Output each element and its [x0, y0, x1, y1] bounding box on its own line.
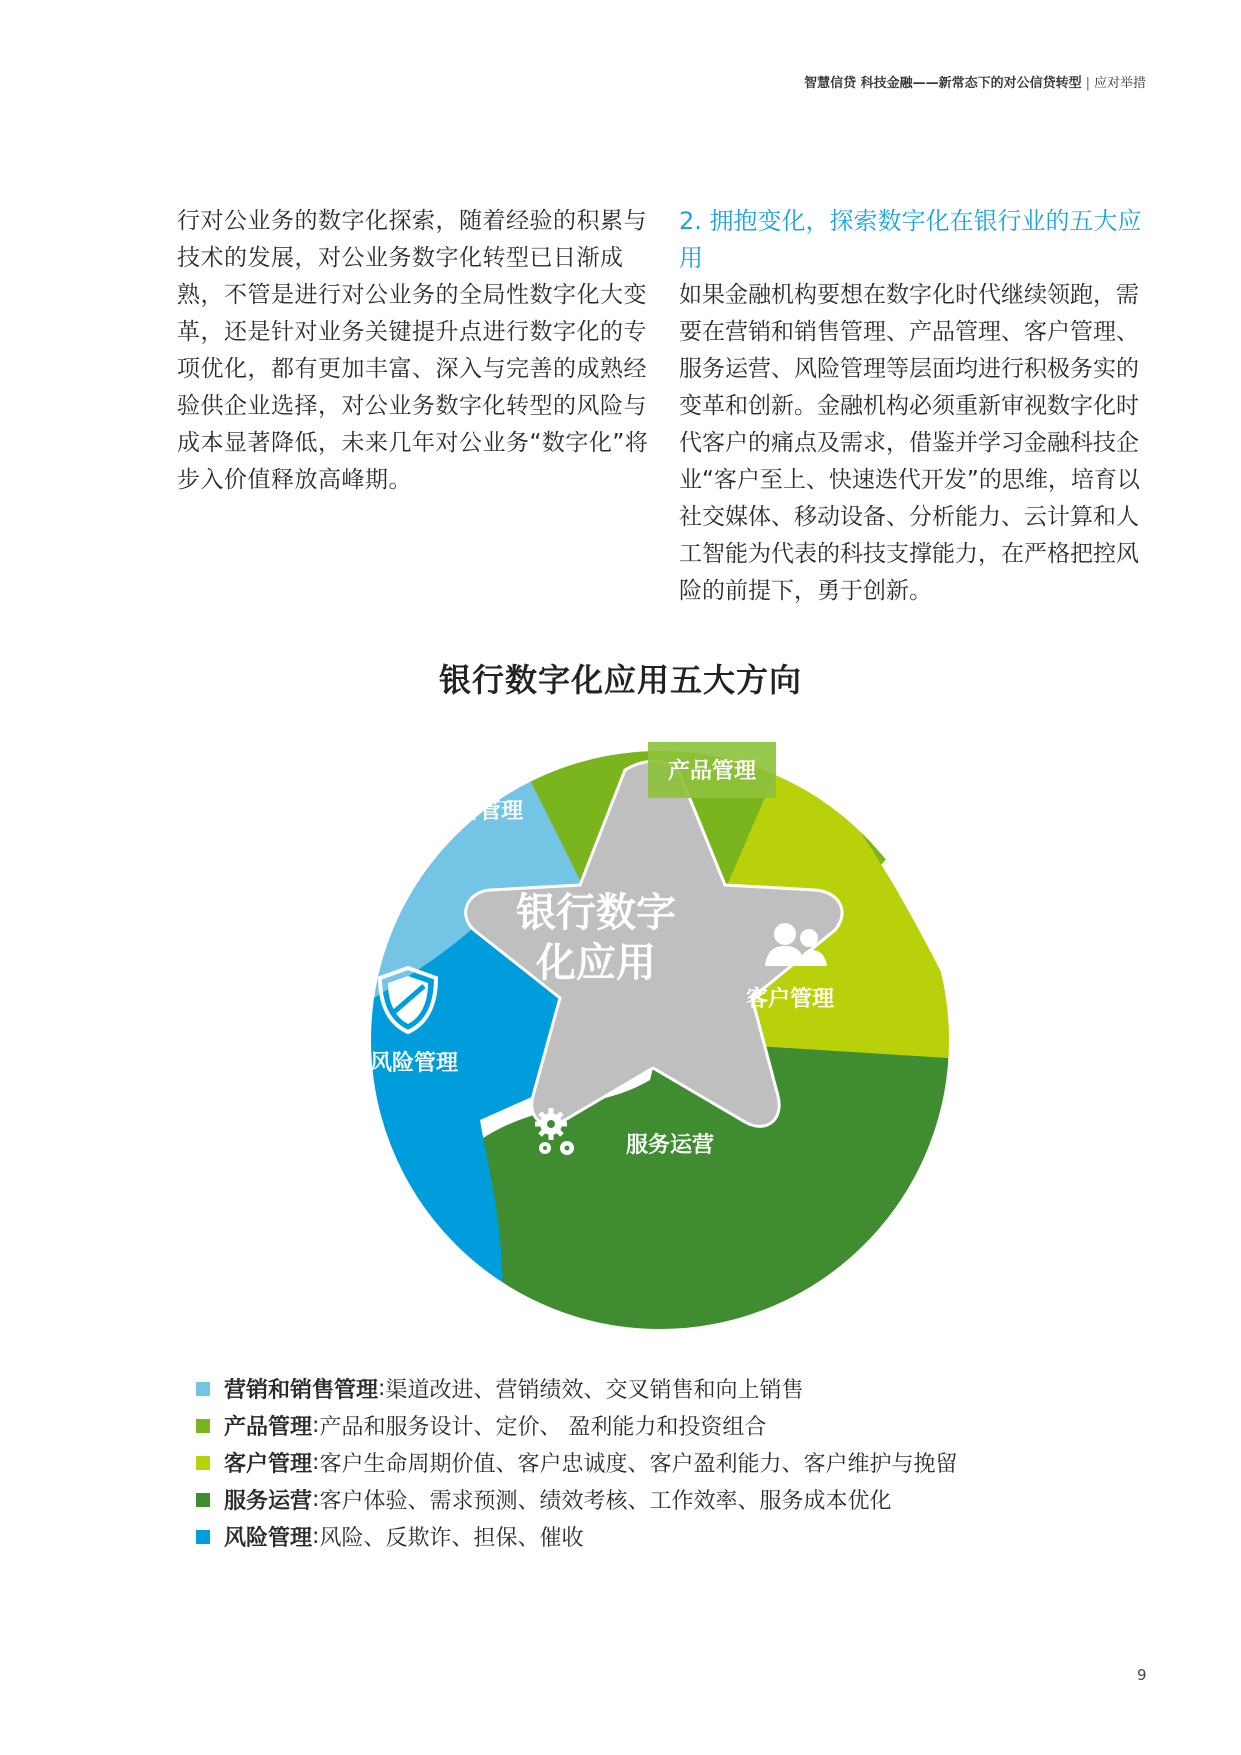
header-title: 智慧信贷 科技金融——新常态下的对公信贷转型	[804, 76, 1082, 91]
legend-colon: :	[312, 1413, 320, 1438]
legend-swatch	[196, 1419, 210, 1433]
legend	[196, 1370, 957, 1555]
legend-colon: :	[312, 1450, 320, 1475]
legend-item	[196, 1370, 957, 1407]
legend-desc: 渠道改进、营销绩效、交叉销售和向上销售	[385, 1378, 804, 1403]
legend-term: 产品管理	[224, 1415, 313, 1440]
legend-term: 风险管理	[224, 1526, 313, 1551]
segment-label-customer: 客户管理	[745, 987, 835, 1012]
legend-desc: 风险、反欺诈、担保、催收	[319, 1526, 584, 1551]
legend-term: 客户管理	[224, 1452, 313, 1477]
legend-colon: :	[312, 1487, 320, 1512]
segment-label-risk: 风险管理	[369, 1051, 459, 1076]
legend-colon: :	[312, 1524, 320, 1549]
legend-item	[196, 1518, 957, 1555]
legend-item	[196, 1444, 957, 1481]
header-separator: |	[1085, 76, 1090, 91]
diagram-title: 银行数字化应用五大方向	[438, 661, 802, 699]
segment-label-product: 产品管理	[667, 759, 757, 784]
page-number: 9	[1137, 1666, 1147, 1684]
legend-term: 营销和销售管理	[224, 1378, 379, 1403]
right-column	[679, 203, 1149, 610]
center-label-line1: 银行数字	[516, 890, 676, 936]
legend-swatch	[196, 1382, 210, 1396]
legend-desc: 产品和服务设计、定价、 盈利能力和投资组合	[319, 1415, 767, 1440]
legend-swatch	[196, 1456, 210, 1470]
header-section: 应对举措	[1093, 76, 1146, 91]
legend-term: 服务运营	[224, 1489, 313, 1514]
segment-label-marketing: 营销和销售管理	[368, 799, 524, 824]
left-paragraph: 行对公业务的数字化探索，随着经验的积累与技术的发展，对公业务数字化转型已日渐成熟，不管是进行对公业务的全局性数字化大变革，还是针对业务关键提升点进行数字化的专项优化，都有更加丰富、深入与完善的成熟经验供企业选择，对公业务数字化转型的风险与成本显著降低，未来几年对公业务“数字化”将步入价值释放高峰期。	[177, 208, 649, 493]
segment-label-service: 服务运营	[625, 1133, 715, 1158]
legend-swatch	[196, 1530, 210, 1544]
section-body: 如果金融机构要想在数字化时代继续领跑，需要在营销和销售管理、产品管理、客户管理、服务运营、风险管理等层面均进行积极务实的变革和创新。金融机构必须重新审视数字化时代客户的痛点及需求，借鉴并学习金融科技企业“客户至上、快速迭代开发”的思维，培育以社交媒体、移动设备、分析能力、云计算和人工智能为代表的科技支撑能力，在严格把控风险的前提下，勇于创新。	[679, 282, 1140, 604]
legend-desc: 客户生命周期价值、客户忠诚度、客户盈利能力、客户维护与挽留	[319, 1452, 958, 1477]
legend-swatch	[196, 1493, 210, 1507]
legend-desc: 客户体验、需求预测、绩效考核、工作效率、服务成本优化	[319, 1489, 892, 1514]
shopping-cart-icon	[424, 726, 500, 791]
center-label-line2: 化应用	[536, 940, 656, 986]
page-header	[804, 72, 1146, 91]
digital-applications-diagram	[340, 720, 980, 1360]
card-icon	[645, 720, 707, 730]
legend-item	[196, 1481, 957, 1518]
legend-colon: :	[378, 1376, 386, 1401]
section-title: 2. 拥抱变化，探索数字化在银行业的五大应用	[679, 207, 1142, 272]
legend-item	[196, 1407, 957, 1444]
